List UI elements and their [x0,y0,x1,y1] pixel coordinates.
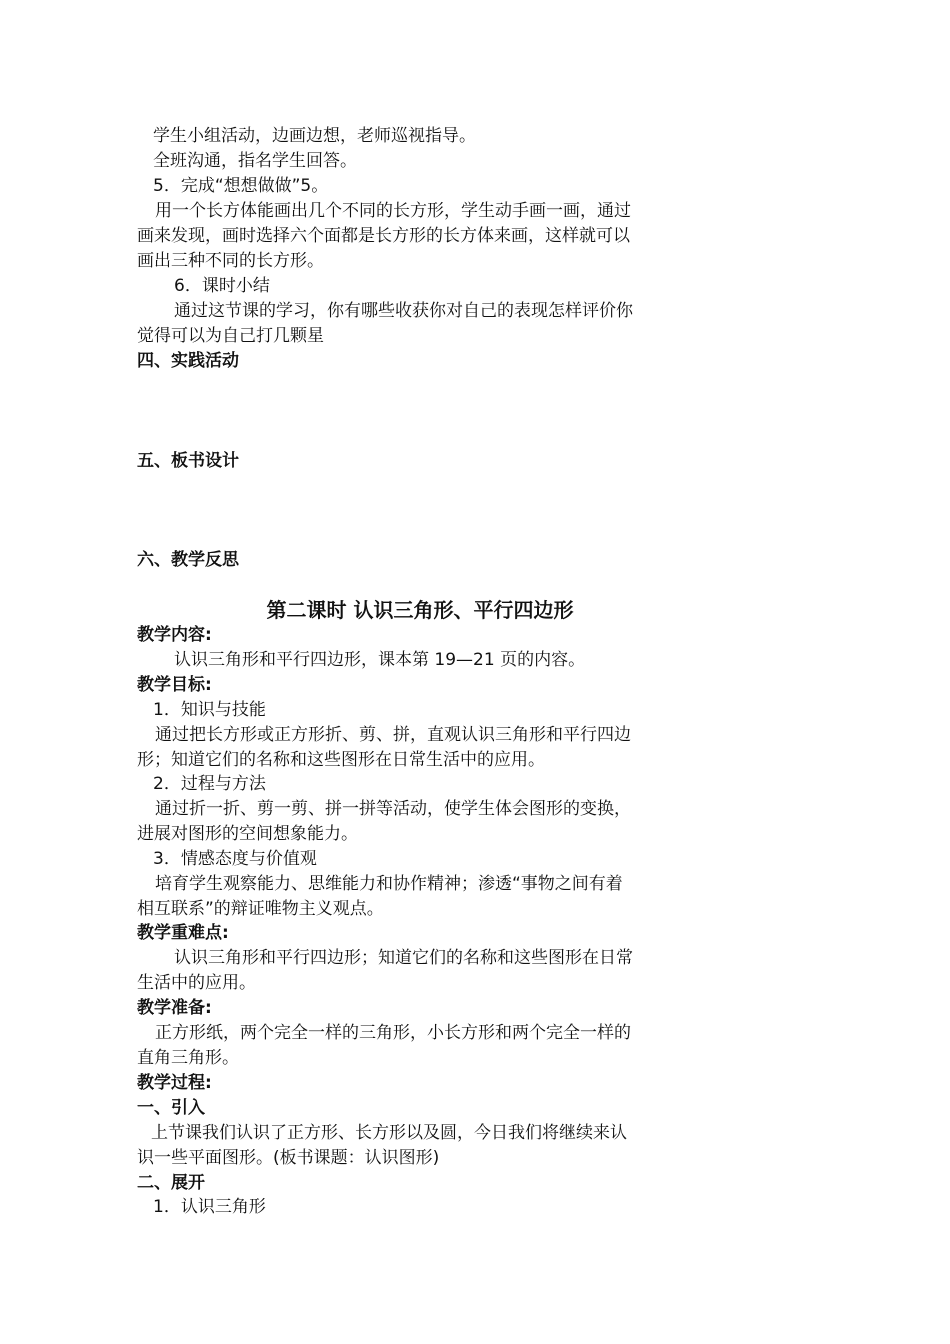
content-text: 认识三角形和平行四边形，课本第 19—21 页的内容。 [174,650,586,670]
preparation-label: 教学准备: [137,998,212,1018]
goal3-title: 3．情感态度与价值观 [153,849,317,869]
key-points-label: 教学重难点: [137,923,229,943]
goal1-title: 1．知识与技能 [153,700,266,720]
key-points-line2: 生活中的应用。 [137,973,256,993]
content-label: 教学内容: [137,625,212,645]
text-line: 画出三种不同的长方形。 [137,251,324,271]
text-line: 学生小组活动，边画边想，老师巡视指导。 [153,126,476,146]
text-line: 6．课时小结 [174,276,270,296]
preparation-line1: 正方形纸，两个完全一样的三角形，小长方形和两个完全一样的 [155,1023,631,1043]
intro-line1: 上节课我们认识了正方形、长方形以及圆，今日我们将继续来认 [151,1123,627,1143]
lesson-title: 第二课时 认识三角形、平行四边形 [266,598,574,622]
text-line: 画来发现，画时选择六个面都是长方形的长方体来画，这样就可以 [137,226,630,246]
expand-item-1: 1．认识三角形 [153,1197,266,1217]
goal3-line2: 相互联系”的辩证唯物主义观点。 [137,899,384,919]
section-heading-board: 五、板书设计 [137,451,239,471]
text-line: 用一个长方体能画出几个不同的长方形，学生动手画一画，通过 [155,201,631,221]
text-line: 全班沟通，指名学生回答。 [153,151,357,171]
goal1-line2: 形；知道它们的名称和这些图形在日常生活中的应用。 [137,750,545,770]
preparation-line2: 直角三角形。 [137,1048,239,1068]
intro-line2: 识一些平面图形。(板书课题：认识图形) [137,1148,440,1168]
process-label: 教学过程: [137,1073,212,1093]
expand-heading: 二、展开 [137,1173,205,1193]
key-points-line1: 认识三角形和平行四边形；知道它们的名称和这些图形在日常 [174,948,633,968]
goal1-line1: 通过把长方形或正方形折、剪、拼，直观认识三角形和平行四边 [155,725,631,745]
goal2-line1: 通过折一折、剪一剪、拼一拼等活动，使学生体会图形的变换， [155,799,631,819]
text-line: 觉得可以为自己打几颗星 [137,326,324,346]
text-line: 5．完成“想想做做”5。 [153,176,329,196]
intro-heading: 一、引入 [137,1098,205,1118]
section-heading-practice: 四、实践活动 [137,351,239,371]
goal3-line1: 培育学生观察能力、思维能力和协作精神；渗透“事物之间有着 [155,874,623,894]
text-line: 通过这节课的学习，你有哪些收获你对自己的表现怎样评价你 [174,301,633,321]
section-heading-reflection: 六、教学反思 [137,550,239,570]
goal2-title: 2．过程与方法 [153,774,266,794]
goal2-line2: 进展对图形的空间想象能力。 [137,824,358,844]
goals-label: 教学目标: [137,675,212,695]
